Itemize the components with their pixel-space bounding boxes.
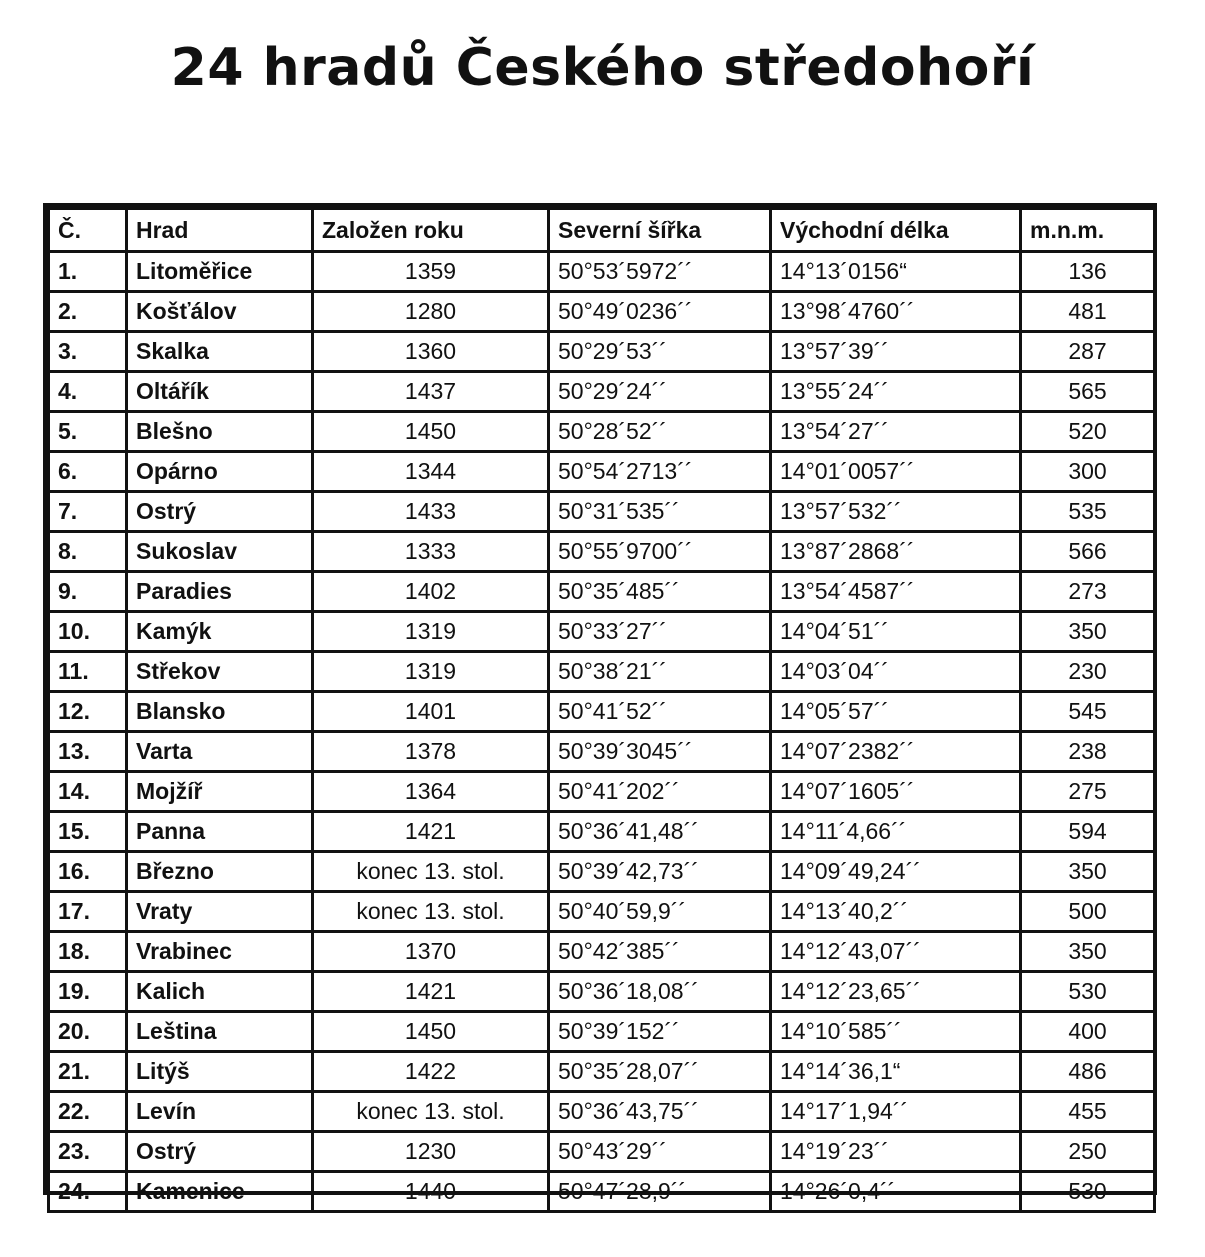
founded-year: 1421 (313, 972, 549, 1012)
altitude: 594 (1021, 812, 1155, 852)
table-row (49, 892, 1155, 932)
latitude: 50°39´152´´ (549, 1012, 771, 1052)
altitude: 455 (1021, 1092, 1155, 1132)
longitude: 13°57´532´´ (771, 492, 1021, 532)
founded-year: 1319 (313, 612, 549, 652)
founded-year: 1437 (313, 372, 549, 412)
castle-name: Paradies (127, 572, 313, 612)
founded-year: 1422 (313, 1052, 549, 1092)
longitude: 14°13´0156“ (771, 252, 1021, 292)
latitude: 50°28´52´´ (549, 412, 771, 452)
founded-year: 1401 (313, 692, 549, 732)
row-number: 18. (49, 932, 127, 972)
castle-name: Střekov (127, 652, 313, 692)
castle-name: Opárno (127, 452, 313, 492)
founded-year: 1402 (313, 572, 549, 612)
castles-table (47, 207, 1156, 1213)
latitude: 50°55´9700´´ (549, 532, 771, 572)
header-number: Č. (49, 209, 127, 252)
row-number: 4. (49, 372, 127, 412)
founded-year: 1364 (313, 772, 549, 812)
table-row (49, 1092, 1155, 1132)
altitude: 273 (1021, 572, 1155, 612)
founded-year: 1280 (313, 292, 549, 332)
table-row (49, 292, 1155, 332)
row-number: 8. (49, 532, 127, 572)
latitude: 50°31´535´´ (549, 492, 771, 532)
page-title: 24 hradů Českého středohoří (170, 38, 1035, 98)
founded-year: 1319 (313, 652, 549, 692)
row-number: 12. (49, 692, 127, 732)
altitude: 350 (1021, 852, 1155, 892)
altitude: 350 (1021, 932, 1155, 972)
latitude: 50°36´18,08´´ (549, 972, 771, 1012)
row-number: 17. (49, 892, 127, 932)
castle-name: Levín (127, 1092, 313, 1132)
table-row (49, 692, 1155, 732)
altitude: 486 (1021, 1052, 1155, 1092)
castle-name: Košťálov (127, 292, 313, 332)
castle-name: Litýš (127, 1052, 313, 1092)
longitude: 14°05´57´´ (771, 692, 1021, 732)
altitude: 530 (1021, 972, 1155, 1012)
longitude: 14°13´40,2´´ (771, 892, 1021, 932)
founded-year: 1359 (313, 252, 549, 292)
founded-year: konec 13. stol. (313, 852, 549, 892)
founded-year: 1450 (313, 412, 549, 452)
table-row (49, 932, 1155, 972)
latitude: 50°35´485´´ (549, 572, 771, 612)
table-row (49, 612, 1155, 652)
latitude: 50°43´29´´ (549, 1132, 771, 1172)
longitude: 14°07´2382´´ (771, 732, 1021, 772)
latitude: 50°41´202´´ (549, 772, 771, 812)
castle-name: Skalka (127, 332, 313, 372)
row-number: 14. (49, 772, 127, 812)
row-number: 7. (49, 492, 127, 532)
table-row (49, 492, 1155, 532)
header-castle: Hrad (127, 209, 313, 252)
row-number: 23. (49, 1132, 127, 1172)
row-number: 10. (49, 612, 127, 652)
table-row (49, 332, 1155, 372)
founded-year: konec 13. stol. (313, 1092, 549, 1132)
table-row (49, 572, 1155, 612)
latitude: 50°42´385´´ (549, 932, 771, 972)
castle-name: Kamenice (127, 1172, 313, 1212)
castle-name: Ostrý (127, 1132, 313, 1172)
latitude: 50°29´24´´ (549, 372, 771, 412)
castle-name: Varta (127, 732, 313, 772)
row-number: 21. (49, 1052, 127, 1092)
founded-year: 1450 (313, 1012, 549, 1052)
header-longitude: Východní délka (771, 209, 1021, 252)
castle-name: Ostrý (127, 492, 313, 532)
latitude: 50°39´42,73´´ (549, 852, 771, 892)
castle-name: Oltářík (127, 372, 313, 412)
castle-name: Kamýk (127, 612, 313, 652)
altitude: 500 (1021, 892, 1155, 932)
table-row (49, 852, 1155, 892)
longitude: 13°55´24´´ (771, 372, 1021, 412)
row-number: 22. (49, 1092, 127, 1132)
table-row (49, 732, 1155, 772)
altitude: 535 (1021, 492, 1155, 532)
latitude: 50°47´28,9´´ (549, 1172, 771, 1212)
founded-year: 1378 (313, 732, 549, 772)
longitude: 13°57´39´´ (771, 332, 1021, 372)
castle-name: Litoměřice (127, 252, 313, 292)
founded-year: 1333 (313, 532, 549, 572)
table-row (49, 972, 1155, 1012)
castle-name: Březno (127, 852, 313, 892)
table-row (49, 372, 1155, 412)
altitude: 530 (1021, 1172, 1155, 1212)
latitude: 50°41´52´´ (549, 692, 771, 732)
table-row (49, 1052, 1155, 1092)
altitude: 520 (1021, 412, 1155, 452)
table-row (49, 452, 1155, 492)
header-latitude: Severní šířka (549, 209, 771, 252)
founded-year: 1230 (313, 1132, 549, 1172)
founded-year: konec 13. stol. (313, 892, 549, 932)
longitude: 14°03´04´´ (771, 652, 1021, 692)
header-founded: Založen roku (313, 209, 549, 252)
row-number: 19. (49, 972, 127, 1012)
founded-year: 1433 (313, 492, 549, 532)
row-number: 1. (49, 252, 127, 292)
castle-name: Kalich (127, 972, 313, 1012)
altitude: 566 (1021, 532, 1155, 572)
longitude: 14°11´4,66´´ (771, 812, 1021, 852)
longitude: 13°54´27´´ (771, 412, 1021, 452)
longitude: 13°54´4587´´ (771, 572, 1021, 612)
latitude: 50°39´3045´´ (549, 732, 771, 772)
latitude: 50°49´0236´´ (549, 292, 771, 332)
castle-name: Mojžíř (127, 772, 313, 812)
altitude: 275 (1021, 772, 1155, 812)
latitude: 50°33´27´´ (549, 612, 771, 652)
castle-name: Vrabinec (127, 932, 313, 972)
altitude: 545 (1021, 692, 1155, 732)
altitude: 287 (1021, 332, 1155, 372)
castle-name: Panna (127, 812, 313, 852)
longitude: 14°09´49,24´´ (771, 852, 1021, 892)
row-number: 2. (49, 292, 127, 332)
latitude: 50°38´21´´ (549, 652, 771, 692)
longitude: 13°98´4760´´ (771, 292, 1021, 332)
longitude: 14°07´1605´´ (771, 772, 1021, 812)
table-header-row (49, 209, 1155, 252)
founded-year: 1370 (313, 932, 549, 972)
founded-year: 1360 (313, 332, 549, 372)
altitude: 565 (1021, 372, 1155, 412)
latitude: 50°35´28,07´´ (549, 1052, 771, 1092)
altitude: 250 (1021, 1132, 1155, 1172)
table-row (49, 1012, 1155, 1052)
altitude: 350 (1021, 612, 1155, 652)
altitude: 238 (1021, 732, 1155, 772)
table-row (49, 812, 1155, 852)
table-body (49, 252, 1155, 1212)
row-number: 3. (49, 332, 127, 372)
longitude: 14°04´51´´ (771, 612, 1021, 652)
row-number: 9. (49, 572, 127, 612)
table-row (49, 412, 1155, 452)
longitude: 14°19´23´´ (771, 1132, 1021, 1172)
altitude: 136 (1021, 252, 1155, 292)
latitude: 50°54´2713´´ (549, 452, 771, 492)
founded-year: 1344 (313, 452, 549, 492)
altitude: 481 (1021, 292, 1155, 332)
castle-name: Leština (127, 1012, 313, 1052)
row-number: 13. (49, 732, 127, 772)
row-number: 6. (49, 452, 127, 492)
longitude: 14°17´1,94´´ (771, 1092, 1021, 1132)
longitude: 14°01´0057´´ (771, 452, 1021, 492)
latitude: 50°36´41,48´´ (549, 812, 771, 852)
castle-name: Vraty (127, 892, 313, 932)
table-row (49, 1172, 1155, 1212)
castle-name: Blešno (127, 412, 313, 452)
longitude: 14°12´23,65´´ (771, 972, 1021, 1012)
altitude: 230 (1021, 652, 1155, 692)
founded-year: 1421 (313, 812, 549, 852)
altitude: 400 (1021, 1012, 1155, 1052)
longitude: 14°12´43,07´´ (771, 932, 1021, 972)
table-row (49, 252, 1155, 292)
longitude: 14°14´36,1“ (771, 1052, 1021, 1092)
longitude: 14°26´0,4´´ (771, 1172, 1021, 1212)
row-number: 15. (49, 812, 127, 852)
latitude: 50°36´43,75´´ (549, 1092, 771, 1132)
altitude: 300 (1021, 452, 1155, 492)
castle-name: Blansko (127, 692, 313, 732)
row-number: 24. (49, 1172, 127, 1212)
row-number: 20. (49, 1012, 127, 1052)
longitude: 14°10´585´´ (771, 1012, 1021, 1052)
table-row (49, 652, 1155, 692)
latitude: 50°53´5972´´ (549, 252, 771, 292)
row-number: 16. (49, 852, 127, 892)
row-number: 11. (49, 652, 127, 692)
table-row (49, 532, 1155, 572)
latitude: 50°29´53´´ (549, 332, 771, 372)
row-number: 5. (49, 412, 127, 452)
header-altitude: m.n.m. (1021, 209, 1155, 252)
table-row (49, 772, 1155, 812)
latitude: 50°40´59,9´´ (549, 892, 771, 932)
founded-year: 1440 (313, 1172, 549, 1212)
longitude: 13°87´2868´´ (771, 532, 1021, 572)
castle-name: Sukoslav (127, 532, 313, 572)
table-row (49, 1132, 1155, 1172)
castles-table-frame (43, 203, 1157, 1204)
